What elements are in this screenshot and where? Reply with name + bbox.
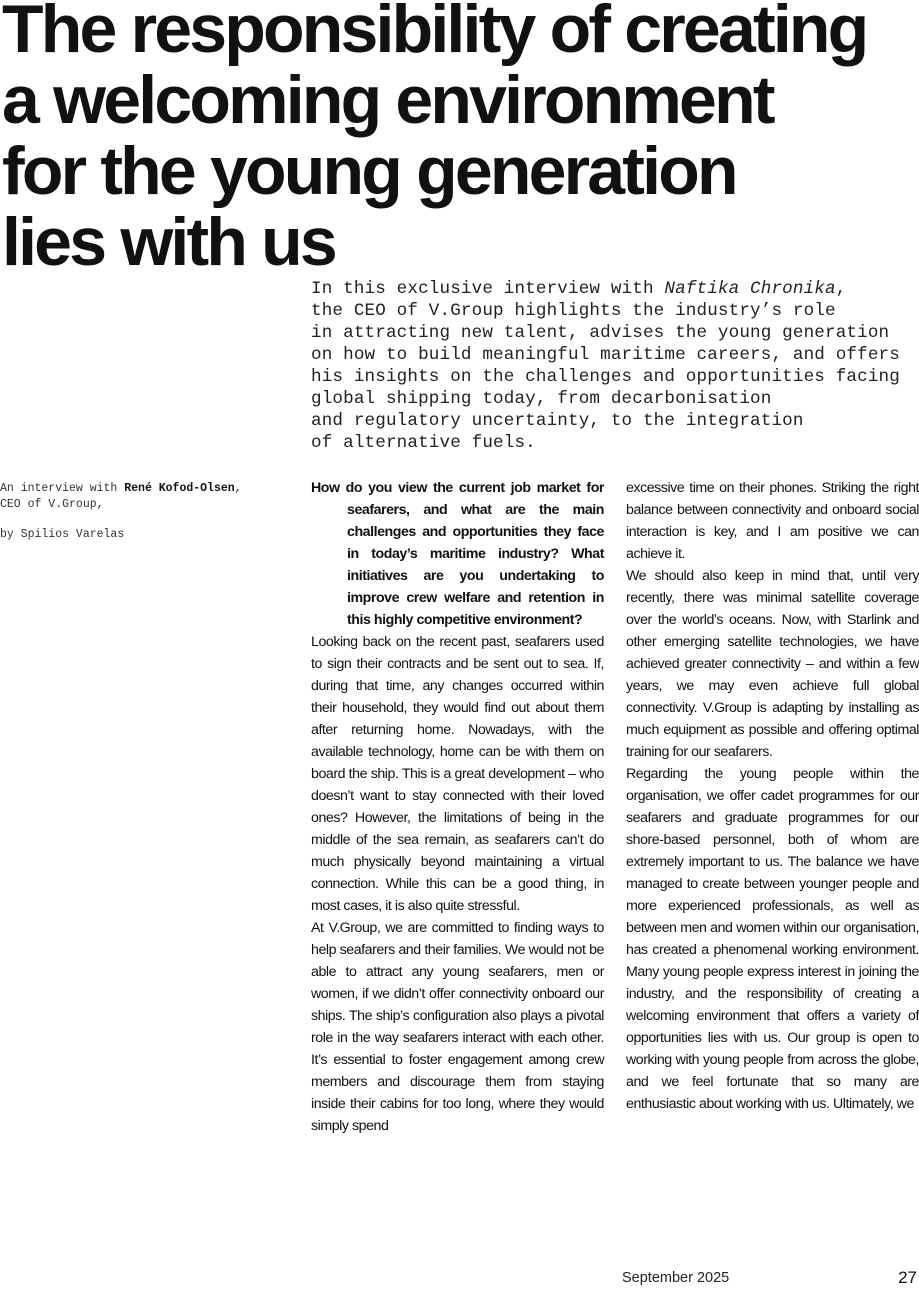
headline-line: a welcoming environment (2, 62, 773, 138)
article-column-2 (626, 477, 919, 1115)
interview-question: How do you view the current job market for seafarers, and what are the main challenges and opportunities they face in today’s maritime industry? What initiatives are you undertaking to improve crew welfare and retention in this highly competitive environment? (311, 480, 604, 628)
byline-role: CEO of V.Group, (0, 498, 104, 511)
publication-name: Naftika Chronika (664, 279, 836, 299)
headline-line: The responsibility of creating (2, 0, 867, 67)
answer-paragraph: At V.Group, we are committed to finding ways to help seafarers and their families. We would not be able to attract any young seafarers, men or women, if we didn’t offer connectivity onboard our ships. The ship’s configuration also plays a pivotal role in the way seafarers interact with each other. It’s essential to foster engagement among crew members and discourage them from staying inside their cabins for too long, where they would simply spend (311, 920, 604, 1134)
standfirst-line: his insights on the challenges and opportunities facing (311, 367, 900, 387)
answer-paragraph: excessive time on their phones. Striking the right balance between connectivity and onboard social interaction is key, and I am positive we can achieve it. (626, 480, 919, 562)
standfirst-line: of alternative fuels. (311, 433, 536, 453)
article-column-1 (311, 477, 604, 1137)
byline (0, 481, 260, 543)
byline-interviewee: An interview with René Kofod-Olsen, (0, 482, 242, 495)
standfirst-line: on how to build meaningful maritime careers, and offers (311, 345, 900, 365)
headline-line: lies with us (2, 204, 335, 280)
answer-paragraph: We should also keep in mind that, until very recently, there was minimal satellite coverage over the world’s oceans. Now, with Starlink and other emerging satellite technologies, we have achieved greater connectivity – and within a few years, we may even achieve full global connectivity. V.Group is adapting by installing as much equipment as possible and offering optimal training for our seafarers. (626, 568, 919, 760)
footer-date: September 2025 (622, 1270, 730, 1286)
interviewee-name: René Kofod-Olsen (124, 482, 235, 495)
standfirst-line: in attracting new talent, advises the young generation (311, 323, 890, 343)
byline-author: by Spilios Varelas (0, 528, 125, 541)
standfirst-line: In this exclusive interview with Naftika Chronika, (311, 279, 847, 299)
standfirst (311, 278, 911, 454)
answer-paragraph: Regarding the young people within the organisation, we offer cadet programmes for our seafarers and graduate programmes for our shore-based personnel, both of whom are extremely important to us. The balance we have managed to create between younger people and more experienced professionals, as well as between men and women within our organisation, has created a phenomenal working environment. Many young people express interest in joining the industry, and the responsibility of creating a welcoming environment that offers a variety of opportunities lies with us. Our group is open to working with young people from across the globe, and we feel fortunate that so many are enthusiastic about working with us. Ultimately, we (626, 766, 919, 1112)
headline-line: for the young generation (2, 133, 736, 209)
headline (2, 0, 917, 278)
page-number: 27 (898, 1268, 917, 1287)
standfirst-line: global shipping today, from decarbonisation (311, 389, 772, 409)
standfirst-line: the CEO of V.Group highlights the industry’s role (311, 301, 836, 321)
answer-paragraph: Looking back on the recent past, seafarers used to sign their contracts and be sent out to sea. If, during that time, any changes occurred within their household, they would find out about them after returning home. Nowadays, with the available technology, home can be with them on board the ship. This is a great development – who doesn’t want to stay connected with their loved ones? However, the limitations of being in the middle of the sea remain, as seafarers can’t do much physically beyond maintaining a virtual connection. While this can be a good thing, in most cases, it is also quite stressful. (311, 634, 604, 914)
standfirst-line: and regulatory uncertainty, to the integration (311, 411, 804, 431)
